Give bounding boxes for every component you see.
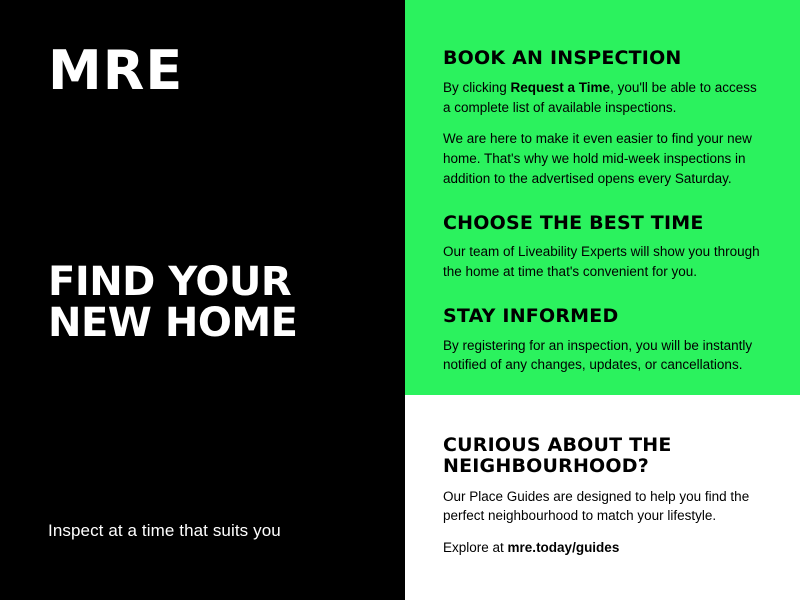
content-column bbox=[405, 0, 800, 600]
guides-url-link[interactable]: mre.today/guides bbox=[507, 539, 620, 555]
brand-logo: MRE bbox=[48, 39, 184, 102]
section-heading-choose-the-best-time: CHOOSE THE BEST TIME bbox=[443, 212, 704, 235]
section-paragraph-experts: Our team of Liveability Experts will show you through the home at time that's convenient for you. bbox=[443, 244, 760, 279]
section-heading-stay-informed: STAY INFORMED bbox=[443, 305, 619, 328]
page-title-line-1: FIND YOUR bbox=[48, 259, 292, 305]
neighbourhood-panel bbox=[405, 395, 800, 600]
request-a-time-label: Request a Time bbox=[510, 80, 611, 96]
page-title-line-2: NEW HOME bbox=[48, 300, 298, 347]
inspection-info-panel bbox=[405, 0, 800, 395]
page-title bbox=[48, 259, 298, 347]
neighbourhood-heading-line-2: NEIGHBOURHOOD? bbox=[443, 455, 649, 478]
explore-prefix: Explore at bbox=[443, 539, 508, 555]
hero-tagline: Inspect at a time that suits you bbox=[48, 521, 281, 540]
section-paragraph-place-guides: Our Place Guides are designed to help you find the perfect neighbourhood to match your lifestyle. bbox=[443, 488, 750, 524]
section-paragraph-booking bbox=[443, 78, 766, 117]
neighbourhood-heading-line-1: CURIOUS ABOUT THE bbox=[443, 434, 672, 456]
section-paragraph-midweek: We are here to make it even easier to find your new home. That's why we hold mid-week inspections in addition to the advertised opens every Saturday. bbox=[443, 131, 752, 186]
explore-line bbox=[443, 538, 766, 558]
paragraph-prefix: By clicking bbox=[443, 80, 511, 96]
paragraph-suffix: , you'll be able to access a complete list of available inspections. bbox=[443, 80, 757, 115]
section-heading-book-an-inspection: BOOK AN INSPECTION bbox=[443, 47, 682, 69]
section-heading-neighbourhood bbox=[443, 435, 766, 478]
section-paragraph-notifications: By registering for an inspection, you will be instantly notified of any changes, updates, or cancellations. bbox=[443, 337, 753, 373]
